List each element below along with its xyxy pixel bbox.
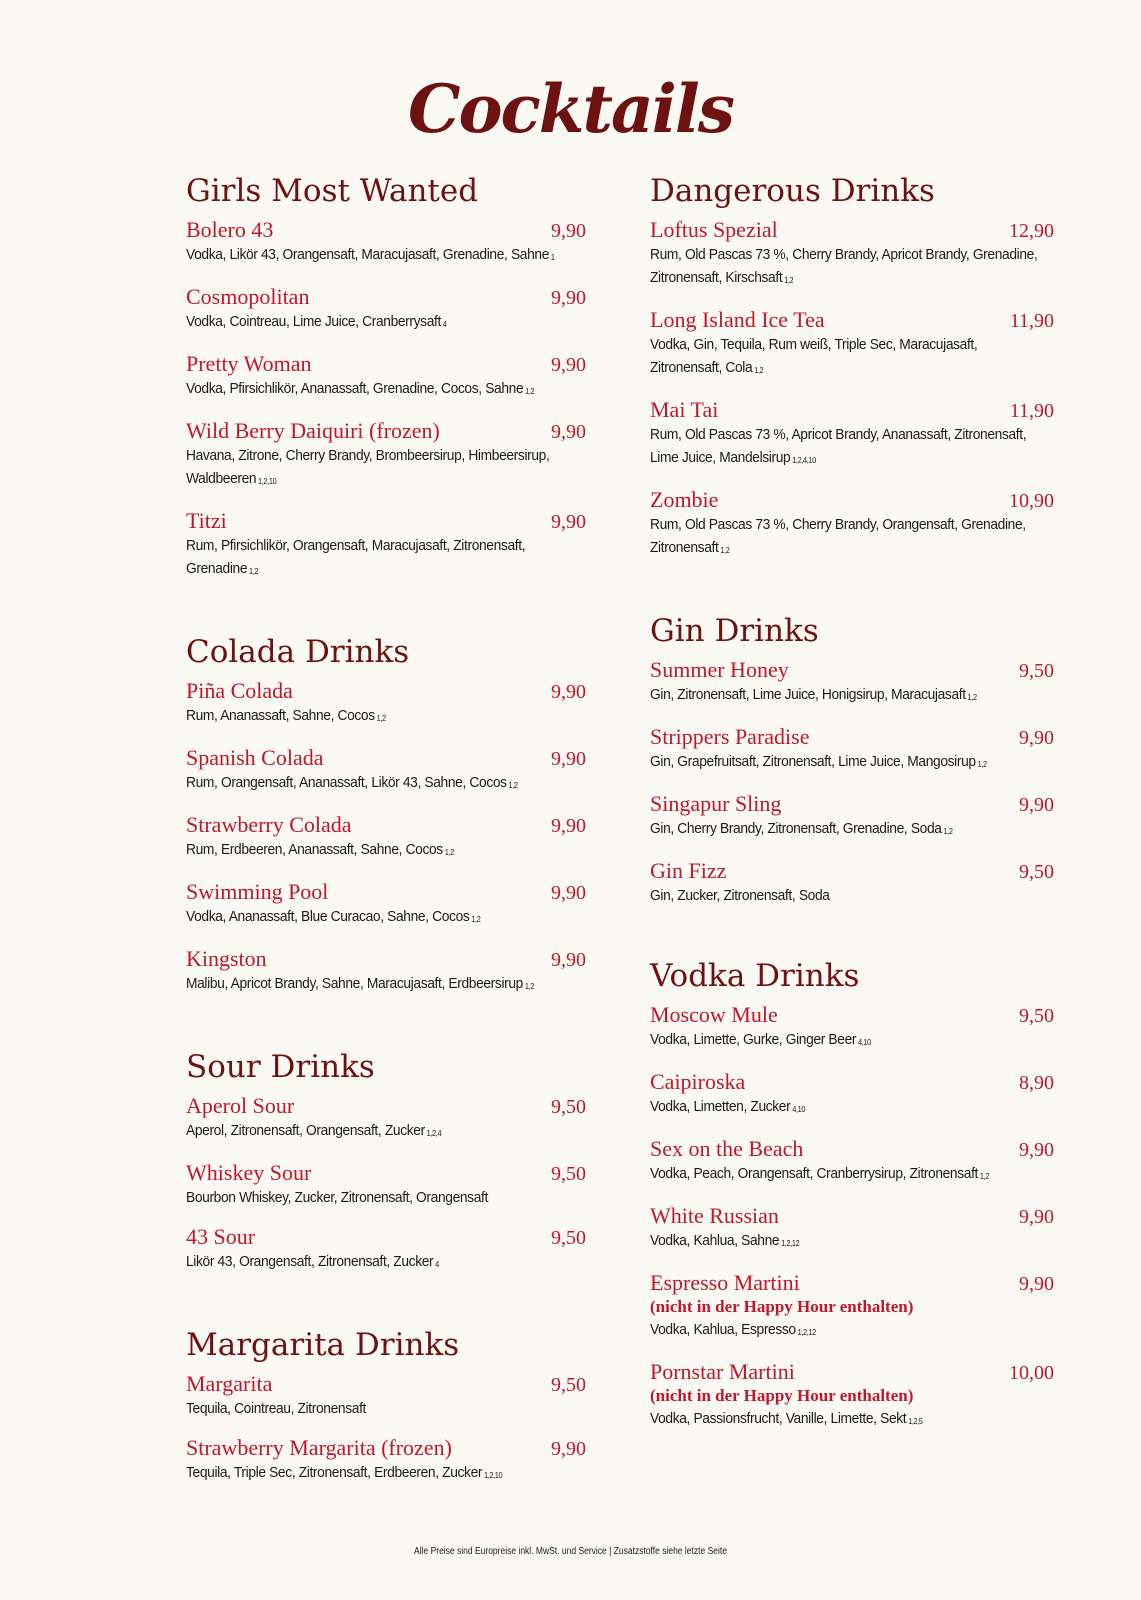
menu-item	[186, 1094, 586, 1145]
item-price: 9,90	[1019, 1273, 1054, 1295]
item-price: 9,90	[551, 882, 586, 904]
item-price: 9,90	[551, 949, 586, 971]
menu-section	[650, 957, 1054, 1433]
item-description	[650, 513, 1051, 562]
additive-codes: 1,2,10	[258, 477, 277, 486]
item-price: 9,90	[1019, 1139, 1054, 1161]
item-description	[650, 1407, 1051, 1433]
item-description	[186, 534, 583, 583]
item-name: Cosmopolitan	[186, 284, 310, 309]
menu-section	[650, 612, 1054, 907]
item-ingredients: Vodka, Likör 43, Orangensaft, Maracujasaft, Grenadine, Sahne	[186, 246, 550, 263]
item-price: 9,90	[551, 421, 586, 443]
menu-item	[186, 285, 586, 336]
item-description	[186, 838, 583, 864]
additive-codes: 1,2	[977, 760, 987, 769]
item-header	[650, 1271, 1054, 1296]
item-header	[650, 725, 1054, 750]
item-description	[650, 1318, 1051, 1344]
menu-item	[650, 488, 1054, 562]
item-name: Pornstar Martini	[650, 1359, 795, 1384]
item-ingredients: Tequila, Triple Sec, Zitronensaft, Erdbeeren, Zucker	[186, 1464, 483, 1481]
item-ingredients: Rum, Old Pascas 73 %, Apricot Brandy, Ananassaft, Zitronensaft, Lime Juice, Mandelsirup	[650, 426, 1027, 466]
item-price: 10,90	[1009, 490, 1054, 512]
item-price: 10,00	[1009, 1362, 1054, 1384]
item-name: Titzi	[186, 508, 227, 533]
item-header	[650, 658, 1054, 683]
item-price: 9,50	[551, 1227, 586, 1249]
menu-item	[186, 813, 586, 864]
item-name: Kingston	[186, 946, 267, 971]
item-description	[186, 704, 583, 730]
additive-codes: 1,2	[720, 546, 730, 555]
item-header	[650, 308, 1054, 333]
item-header	[186, 218, 586, 243]
item-description	[650, 750, 1051, 776]
item-name: Strawberry Colada	[186, 812, 352, 837]
item-header	[650, 398, 1054, 423]
item-description	[650, 1229, 1051, 1255]
item-header	[650, 1360, 1054, 1385]
menu-section	[186, 633, 586, 998]
item-ingredients: Malibu, Apricot Brandy, Sahne, Maracujasaft, Erdbeersirup	[186, 975, 523, 992]
item-description	[650, 1095, 1051, 1121]
item-ingredients: Vodka, Limette, Gurke, Ginger Beer	[650, 1031, 857, 1048]
menu-item	[186, 880, 586, 931]
item-name: Bolero 43	[186, 217, 274, 242]
menu-item	[650, 859, 1054, 907]
item-price: 9,90	[551, 220, 586, 242]
item-name: White Russian	[650, 1203, 779, 1228]
section-title: Sour Drinks	[186, 1049, 375, 1085]
item-ingredients: Gin, Zitronensaft, Lime Juice, Honigsirup, Maracujasaft	[650, 686, 966, 703]
menu-item	[650, 1003, 1054, 1054]
item-description	[186, 444, 583, 493]
item-description	[186, 243, 583, 269]
item-header	[186, 813, 586, 838]
item-header	[650, 1003, 1054, 1028]
menu-item	[186, 1372, 586, 1420]
item-name: Wild Berry Daiquiri (frozen)	[186, 418, 440, 443]
item-price: 9,50	[551, 1163, 586, 1185]
item-name: Whiskey Sour	[186, 1160, 312, 1185]
additive-codes: 1,2,5	[908, 1417, 923, 1426]
item-name: Loftus Spezial	[650, 217, 778, 242]
section-title: Girls Most Wanted	[186, 173, 479, 209]
additive-codes: 1,2	[471, 915, 481, 924]
item-price: 9,90	[1019, 794, 1054, 816]
item-ingredients: Rum, Old Pascas 73 %, Cherry Brandy, Orangensaft, Grenadine, Zitronensaft	[650, 516, 1026, 556]
item-ingredients: Vodka, Limetten, Zucker	[650, 1098, 791, 1115]
additive-codes: 1,2	[376, 714, 386, 723]
item-name: Summer Honey	[650, 657, 789, 682]
additive-codes: 1,2	[524, 982, 534, 991]
right-column	[650, 172, 1054, 1483]
item-description	[186, 1461, 583, 1487]
item-header	[186, 1094, 586, 1119]
item-ingredients: Vodka, Cointreau, Lime Juice, Cranberrysaft	[186, 313, 441, 330]
additive-codes: 1,2	[967, 693, 977, 702]
item-price: 8,90	[1019, 1072, 1054, 1094]
item-ingredients: Vodka, Ananassaft, Blue Curacao, Sahne, Cocos	[186, 908, 470, 925]
menu-item	[650, 1204, 1054, 1255]
additive-codes: 4,10	[857, 1038, 871, 1047]
item-ingredients: Rum, Erdbeeren, Ananassaft, Sahne, Cocos	[186, 841, 443, 858]
additive-codes: 1,2,10	[483, 1471, 503, 1480]
item-price: 9,50	[551, 1096, 586, 1118]
item-ingredients: Rum, Old Pascas 73 %, Cherry Brandy, Apricot Brandy, Grenadine, Zitronensaft, Kirschsaft	[650, 246, 1038, 286]
item-name: 43 Sour	[186, 1224, 256, 1249]
item-name: Zombie	[650, 487, 719, 512]
item-price: 9,90	[551, 287, 586, 309]
item-header	[650, 1070, 1054, 1095]
menu-item	[186, 679, 586, 730]
item-ingredients: Vodka, Kahlua, Sahne	[650, 1232, 780, 1249]
additive-codes: 1,2,12	[781, 1239, 800, 1248]
menu-item	[650, 1360, 1054, 1433]
item-price: 9,50	[1019, 1005, 1054, 1027]
item-name: Singapur Sling	[650, 791, 782, 816]
item-ingredients: Vodka, Kahlua, Espresso	[650, 1321, 796, 1338]
left-column	[186, 172, 586, 1537]
menu-item	[186, 1161, 586, 1209]
item-ingredients: Havana, Zitrone, Cherry Brandy, Brombeersirup, Himbeersirup, Waldbeeren	[186, 447, 550, 487]
item-header	[186, 1436, 586, 1461]
menu-item	[186, 352, 586, 403]
menu-item	[186, 218, 586, 269]
item-description	[650, 884, 1051, 907]
item-ingredients: Rum, Orangensaft, Ananassaft, Likör 43, Sahne, Cocos	[186, 774, 507, 791]
item-name: Strawberry Margarita (frozen)	[186, 1435, 452, 1460]
item-description	[650, 683, 1051, 709]
item-name: Margarita	[186, 1371, 273, 1396]
additive-codes: 1,2,12	[797, 1328, 816, 1337]
item-ingredients: Gin, Cherry Brandy, Zitronensaft, Grenadine, Soda	[650, 820, 942, 837]
item-header	[186, 509, 586, 534]
item-name: Pretty Woman	[186, 351, 312, 376]
item-description	[186, 1397, 583, 1420]
item-description	[650, 1162, 1051, 1188]
item-note: (nicht in der Happy Hour enthalten)	[650, 1297, 914, 1316]
item-name: Caipiroska	[650, 1069, 746, 1094]
page-title: Cocktails	[407, 70, 734, 148]
item-price: 12,90	[1009, 220, 1054, 242]
item-ingredients: Likör 43, Orangensaft, Zitronensaft, Zucker	[186, 1253, 434, 1270]
additive-codes: 1,2	[754, 366, 764, 375]
item-name: Mai Tai	[650, 397, 719, 422]
item-price: 9,50	[1019, 660, 1054, 682]
item-name: Piña Colada	[186, 678, 293, 703]
section-title: Colada Drinks	[186, 634, 410, 670]
item-name: Aperol Sour	[186, 1093, 295, 1118]
item-name: Swimming Pool	[186, 879, 329, 904]
item-price: 9,50	[551, 1374, 586, 1396]
item-header	[650, 859, 1054, 884]
item-description	[186, 377, 583, 403]
item-ingredients: Tequila, Cointreau, Zitronensaft	[186, 1400, 367, 1417]
item-name: Gin Fizz	[650, 858, 727, 883]
item-header	[186, 419, 586, 444]
item-price: 9,90	[551, 815, 586, 837]
item-header	[186, 1372, 586, 1397]
menu-item	[186, 746, 586, 797]
item-name: Moscow Mule	[650, 1002, 778, 1027]
item-description	[186, 972, 583, 998]
menu-section	[650, 172, 1054, 562]
item-description	[650, 333, 1051, 382]
menu-item	[650, 1271, 1054, 1344]
item-name: Long Island Ice Tea	[650, 307, 825, 332]
item-price: 9,90	[551, 748, 586, 770]
item-ingredients: Rum, Pfirsichlikör, Orangensaft, Maracujasaft, Zitronensaft, Grenadine	[186, 537, 526, 577]
menu-item	[650, 218, 1054, 292]
item-note: (nicht in der Happy Hour enthalten)	[650, 1386, 914, 1405]
item-description	[186, 1186, 583, 1209]
item-header	[186, 947, 586, 972]
item-price: 11,90	[1009, 310, 1054, 332]
item-price: 9,50	[1019, 861, 1054, 883]
section-title: Margarita Drinks	[186, 1327, 460, 1363]
item-ingredients: Vodka, Passionsfrucht, Vanille, Limette, Sekt	[650, 1410, 907, 1427]
additive-codes: 4	[442, 320, 447, 329]
additive-codes: 1	[550, 253, 555, 262]
additive-codes: 1,2	[979, 1172, 989, 1181]
menu-item	[650, 658, 1054, 709]
item-description	[186, 1119, 583, 1145]
item-header	[650, 218, 1054, 243]
item-description	[186, 1250, 583, 1276]
item-ingredients: Bourbon Whiskey, Zucker, Zitronensaft, Orangensaft	[186, 1189, 488, 1206]
additive-codes: 1,2	[525, 387, 535, 396]
menu-item	[650, 1137, 1054, 1188]
item-price: 9,90	[1019, 727, 1054, 749]
item-description	[650, 423, 1051, 472]
section-title: Gin Drinks	[650, 613, 819, 649]
item-header	[650, 1137, 1054, 1162]
additive-codes: 1,2	[508, 781, 518, 790]
menu-section	[186, 1326, 586, 1487]
item-header	[650, 488, 1054, 513]
item-price: 9,90	[1019, 1206, 1054, 1228]
item-header	[186, 679, 586, 704]
item-ingredients: Vodka, Gin, Tequila, Rum weiß, Triple Sec, Maracujasaft, Zitronensaft, Cola	[650, 336, 978, 376]
item-price: 9,90	[551, 1438, 586, 1460]
menu-item	[650, 1070, 1054, 1121]
additive-codes: 1,2,4	[426, 1129, 442, 1138]
item-header	[650, 1204, 1054, 1229]
menu-section	[186, 1048, 586, 1276]
item-price: 9,90	[551, 681, 586, 703]
item-description	[650, 243, 1051, 292]
item-ingredients: Vodka, Pfirsichlikör, Ananassaft, Grenadine, Cocos, Sahne	[186, 380, 524, 397]
item-header	[186, 285, 586, 310]
item-description	[186, 905, 583, 931]
section-title: Dangerous Drinks	[650, 173, 935, 209]
item-header	[186, 1225, 586, 1250]
item-header	[186, 1161, 586, 1186]
additive-codes: 4,10	[792, 1105, 806, 1114]
item-name: Spanish Colada	[186, 745, 324, 770]
footer-note: Alle Preise sind Europreise inkl. MwSt. und Service | Zusatzstoffe siehe letzte Seite	[414, 1546, 727, 1557]
section-title: Vodka Drinks	[650, 958, 860, 994]
additive-codes: 1,2	[248, 567, 259, 576]
item-header	[650, 792, 1054, 817]
item-ingredients: Gin, Grapefruitsaft, Zitronensaft, Lime Juice, Mangosirup	[650, 753, 976, 770]
menu-item	[650, 792, 1054, 843]
menu-item	[186, 947, 586, 998]
item-name: Sex on the Beach	[650, 1136, 804, 1161]
item-description	[186, 310, 583, 336]
additive-codes: 1,2	[943, 827, 953, 836]
item-header	[186, 746, 586, 771]
menu-item	[186, 509, 586, 583]
item-price: 11,90	[1009, 400, 1054, 422]
additive-codes: 1,2	[444, 848, 454, 857]
item-name: Espresso Martini	[650, 1270, 800, 1295]
item-header	[186, 880, 586, 905]
menu-item	[650, 308, 1054, 382]
item-name: Strippers Paradise	[650, 724, 810, 749]
menu-item	[186, 1436, 586, 1487]
item-price: 9,90	[551, 511, 586, 533]
menu-section	[186, 172, 586, 583]
item-ingredients: Aperol, Zitronensaft, Orangensaft, Zucker	[186, 1122, 425, 1139]
additive-codes: 1,2	[784, 276, 794, 285]
menu-item	[650, 725, 1054, 776]
item-price: 9,90	[551, 354, 586, 376]
menu-item	[186, 1225, 586, 1276]
item-ingredients: Vodka, Peach, Orangensaft, Cranberrysirup, Zitronensaft	[650, 1165, 979, 1182]
item-description	[650, 1028, 1051, 1054]
item-description	[186, 771, 583, 797]
menu-item	[186, 419, 586, 493]
item-ingredients: Gin, Zucker, Zitronensaft, Soda	[650, 887, 830, 904]
item-description	[650, 817, 1051, 843]
menu-item	[650, 398, 1054, 472]
additive-codes: 4	[435, 1260, 439, 1269]
additive-codes: 1,2,4,10	[792, 456, 816, 465]
item-ingredients: Rum, Ananassaft, Sahne, Cocos	[186, 707, 375, 724]
item-header	[186, 352, 586, 377]
